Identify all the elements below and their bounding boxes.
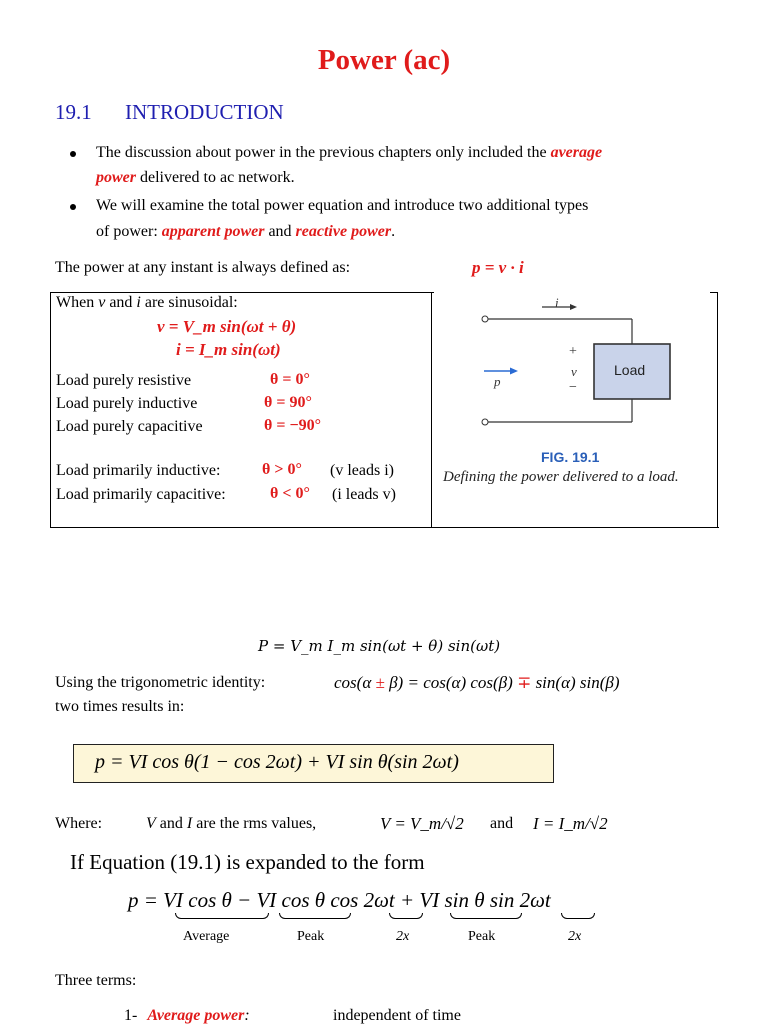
instant-power-text: The power at any instant is always defined as: [55,259,351,276]
bullet-1-emphasis-2: power [96,169,136,186]
bullet-1-text: The discussion about power in the previous chapters only included the [96,144,551,161]
boxed-equation: p = VI cos θ(1 − cos 2ωt) + VI sin θ(sin 2ωt) [95,751,459,773]
figure-voltage-label: v [571,364,577,379]
figure-current-label: i [555,295,559,310]
bullet-dot [70,151,76,157]
case-resistive-label: Load purely resistive [56,372,192,389]
box-header-text: When [56,294,99,311]
list-item-number: 1- [124,1007,138,1024]
figure-plus-label: + [569,344,577,359]
where-label: Where: [55,815,103,832]
primary-inductive-value: θ > 0° [262,461,302,478]
bullet-2-text-3: and [264,223,296,240]
case-inductive-label: Load purely inductive [56,395,198,412]
box-header-text-3: are sinusoidal: [140,294,238,311]
section-number: 19.1 [55,100,92,124]
bullet-2-line-1 [96,197,588,215]
primary-capacitive-label: Load primarily capacitive: [56,486,226,503]
bullet-1-line-1 [96,144,602,162]
trig-lhs: cos(α [334,673,376,692]
trig-intro: Using the trigonometric identity: [55,674,266,691]
case-capacitive-label: Load purely capacitive [56,418,203,435]
bullet-1-line-2 [96,169,295,187]
page-title: Power (ac) [317,44,451,76]
product-equation: P = V_m I_m sin(ωt + θ) sin(ωt) [258,637,501,655]
primary-inductive-note: (v leads i) [330,462,394,479]
label-peak-1: Peak [297,929,325,944]
bullet-2-line-2 [96,223,395,241]
bullet-dot [70,204,76,210]
bullet-2-text: We will examine the total power equation and introduce two additional types [96,197,589,214]
expanded-text: If Equation (19.1) is expanded to the form [70,850,425,874]
bottom-terminal [482,419,488,425]
list-item-colon: : [244,1007,250,1024]
section-heading [55,100,284,125]
figure-caption: Defining the power delivered to a load. [443,469,679,485]
label-2x-2: 2x [568,929,582,944]
expanded-equation: p = VI cos θ − VI cos θ cos 2ωt + VI sin θ sin 2ωt [128,888,551,912]
primary-capacitive-value: θ < 0° [270,485,310,502]
instant-power-formula: p = v · i [472,258,524,277]
conditions-box-top-border [50,292,434,293]
box-header-v: v [98,294,106,311]
box-header-i: i [136,294,141,311]
label-peak-2: Peak [468,929,496,944]
list-item-label: Average power [147,1007,245,1024]
box-header-text-2: and [105,294,137,311]
underbrace-average [175,913,269,919]
trig-mid: β) = cos(α) cos(β) [384,673,518,692]
label-average: Average [183,929,230,944]
case-capacitive-value: θ = −90° [264,417,321,434]
bullet-1-emphasis: average [550,144,603,161]
where-and-1: and [155,815,187,832]
figure-minus-label: − [569,380,577,395]
where-text [146,815,316,833]
figure-caption-title: FIG. 19.1 [541,449,600,465]
list-item-desc: independent of time [333,1007,461,1024]
case-inductive-value: θ = 90° [264,394,312,411]
bullet-2-text-2: of power: [96,223,162,240]
where-and: and [490,815,514,832]
bullet-1-text-2: delivered to ac network. [136,169,295,186]
primary-inductive-label: Load primarily inductive: [56,462,221,479]
underbrace-peak-1 [279,913,351,919]
trig-identity [334,673,620,693]
figure-right-border [717,292,718,528]
where-eq-i: I = I_m/√2 [533,814,608,833]
current-arrow-head [570,304,577,310]
figure-load-label: Load [614,362,646,378]
section-title: INTRODUCTION [125,100,284,124]
trig-minus-plus: ∓ [517,673,532,692]
bullet-2-emphasis-1: apparent power [161,223,265,240]
bullet-2-text-4: . [391,223,396,240]
voltage-equation: v = V_m sin(ωt + θ) [157,317,297,336]
case-resistive-value: θ = 0° [270,371,310,388]
trig-rhs: sin(α) sin(β) [531,673,620,692]
where-rms: are the rms values, [192,815,317,832]
where-eq-v: V = V_m/√2 [380,814,464,833]
box-header [56,294,238,312]
underbrace-2x-1 [389,913,423,919]
three-terms: Three terms: [55,972,137,989]
current-equation: i = I_m sin(ωt) [176,340,281,359]
list-item [124,1007,250,1025]
primary-capacitive-note: (i leads v) [332,486,396,503]
where-v: V [146,815,156,832]
figure-power-label: p [494,374,501,389]
trig-line-2: two times results in: [55,698,185,715]
underbrace-peak-2 [450,913,522,919]
bullet-2-emphasis-2: reactive power [295,223,392,240]
trig-plus-minus: ± [375,673,385,692]
top-terminal [482,316,488,322]
where-i: I [186,815,193,832]
label-2x-1: 2x [396,929,410,944]
power-arrow-head [510,368,518,375]
underbrace-2x-2 [561,913,595,919]
